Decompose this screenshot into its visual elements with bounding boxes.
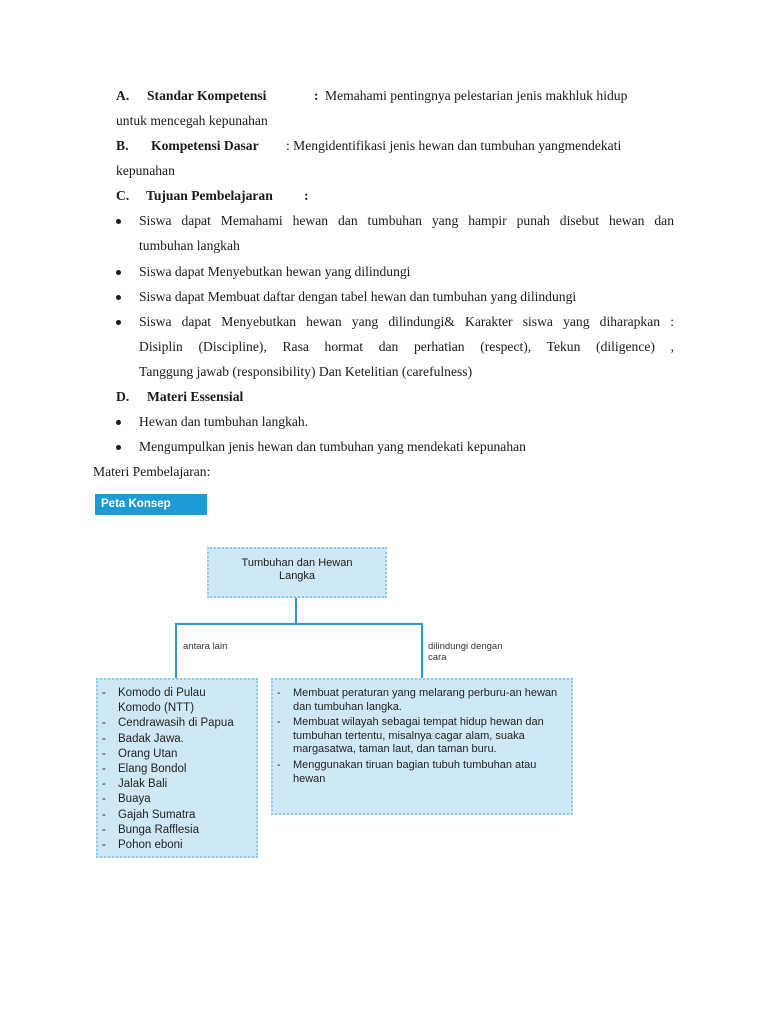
connector-vertical xyxy=(295,598,297,624)
list-item: - Pohon eboni xyxy=(98,838,250,853)
tujuan-item-1: Siswa dapat Memahami hewan dan tumbuhan yang hampir punah disebut hewan dan xyxy=(139,213,674,228)
label-antara-lain: antara lain xyxy=(183,641,228,652)
list-item: - Buaya xyxy=(98,792,250,807)
list-item: - Elang Bondol xyxy=(98,762,250,777)
list-item: - Jalak Bali xyxy=(98,777,250,792)
rare-species-list xyxy=(98,686,250,853)
section-c-marker: C. xyxy=(116,188,130,203)
list-item: - Menggunakan tiruan bagian tubuh tumbuhan atau hewan xyxy=(273,759,561,786)
concept-right-box xyxy=(271,678,573,815)
list-item: - Cendrawasih di Papua xyxy=(98,716,250,731)
materi-essensial-item-2: Mengumpulkan jenis hewan dan tumbuhan yang mendekati kepunahan xyxy=(139,439,526,454)
tujuan-item-4: Siswa dapat Menyebutkan hewan yang dilindungi& Karakter siswa yang diharapkan : xyxy=(139,314,674,329)
tujuan-item-4-cont: Disiplin (Discipline), Rasa hormat dan perhatian (respect), Tekun (diligence) , xyxy=(139,339,674,354)
section-b-text-cont: kepunahan xyxy=(116,163,175,178)
label-dilindungi-line2: cara xyxy=(428,652,447,663)
peta-konsep-badge: Peta Konsep xyxy=(95,494,207,515)
list-item: - Orang Utan xyxy=(98,747,250,762)
materi-pembelajaran-label: Materi Pembelajaran: xyxy=(93,464,211,479)
section-b-text: : Mengidentifikasi jenis hewan dan tumbuhan yangmendekati xyxy=(286,138,622,153)
connector-right-drop xyxy=(421,623,423,679)
list-item: - Membuat wilayah sebagai tempat hidup hewan dan tumbuhan tertentu, misalnya cagar alam, suaka margasatwa, taman laut, dan taman buru. xyxy=(273,716,561,757)
tujuan-item-4-cont2: Tanggung jawab (responsibility) Dan Ketelitian (carefulness) xyxy=(139,364,473,379)
section-a-heading: Standar Kompetensi xyxy=(147,88,267,103)
label-dilindungi-line1: dilindungi dengan xyxy=(428,641,503,652)
list-item: - Badak Jawa. xyxy=(98,732,250,747)
section-c-heading: Tujuan Pembelajaran xyxy=(146,188,273,203)
tujuan-item-3: Siswa dapat Membuat daftar dengan tabel hewan dan tumbuhan yang dilindungi xyxy=(139,289,577,304)
concept-top-box xyxy=(207,547,387,598)
section-a-text-cont: untuk mencegah kepunahan xyxy=(116,113,268,128)
section-b-heading: Kompetensi Dasar xyxy=(151,138,259,153)
section-d-heading: Materi Essensial xyxy=(147,389,244,404)
concept-top-title-cont: Langka xyxy=(278,570,316,582)
list-item: - Bunga Rafflesia xyxy=(98,823,250,838)
section-b-marker: B. xyxy=(116,138,129,153)
connector-left-drop xyxy=(175,623,177,679)
materi-essensial-item-1: Hewan dan tumbuhan langkah. xyxy=(139,414,309,429)
list-item: - Membuat peraturan yang melarang perburu-an hewan dan tumbuhan langka. xyxy=(273,687,561,714)
section-d-marker: D. xyxy=(116,389,130,404)
section-a-text: Memahami pentingnya pelestarian jenis makhluk hidup xyxy=(325,88,628,103)
section-a-marker: A. xyxy=(116,88,130,103)
section-c-colon: : xyxy=(304,188,309,203)
protection-methods-list xyxy=(273,687,561,786)
tujuan-item-1-cont: tumbuhan langkah xyxy=(139,238,240,253)
label-dilindungi xyxy=(428,641,502,663)
tujuan-item-2: Siswa dapat Menyebutkan hewan yang dilindungi xyxy=(139,264,411,279)
connector-horizontal xyxy=(175,623,423,625)
list-item: - Gajah Sumatra xyxy=(98,808,250,823)
concept-top-title: Tumbuhan dan Hewan xyxy=(241,557,353,569)
section-a-colon: : xyxy=(314,88,319,103)
concept-left-box xyxy=(96,678,258,858)
list-item: - Komodo di Pulau Komodo (NTT) xyxy=(98,686,250,716)
